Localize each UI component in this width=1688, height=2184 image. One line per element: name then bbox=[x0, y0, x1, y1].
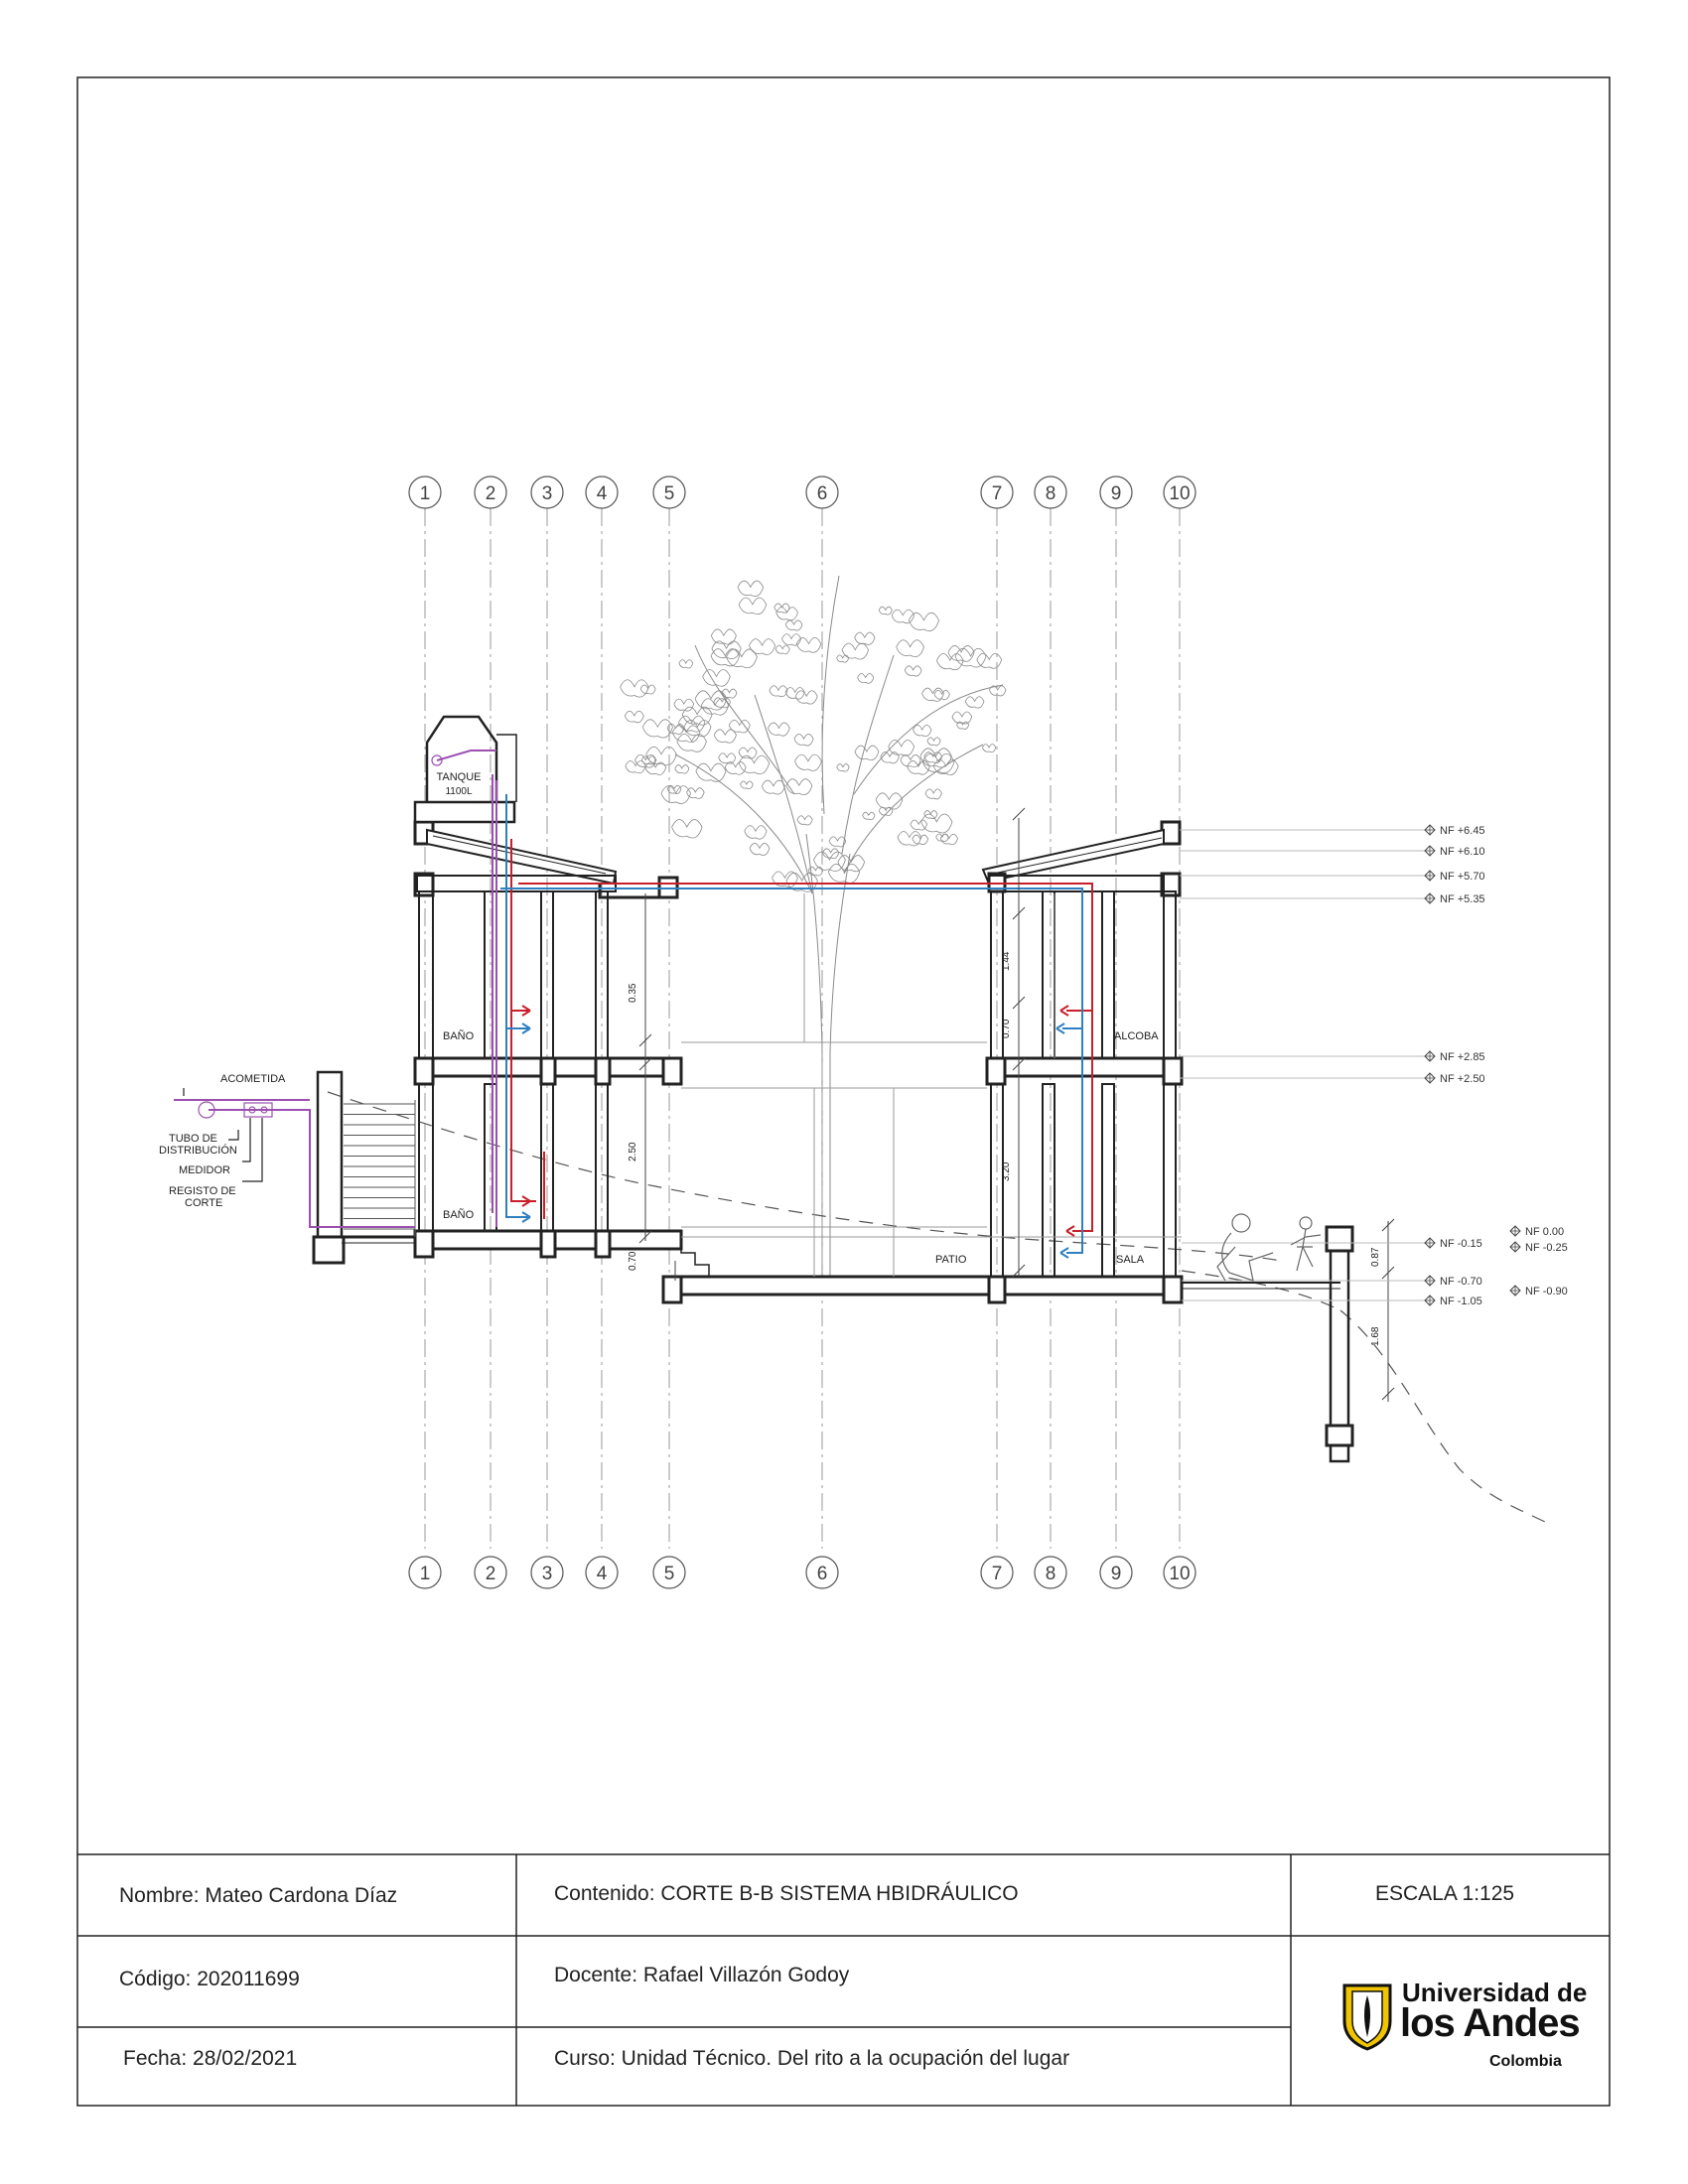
tree-leaf-cluster bbox=[739, 755, 770, 774]
level-marker-cross bbox=[1510, 1242, 1520, 1252]
tree-leaf-cluster bbox=[797, 816, 812, 825]
tree-leaf-cluster bbox=[858, 673, 874, 683]
level-marker-cross bbox=[1425, 846, 1435, 856]
tree-branch bbox=[822, 576, 839, 814]
student-name: Nombre: Mateo Cardona Díaz bbox=[119, 1884, 398, 1907]
tree-leaf-cluster bbox=[897, 640, 924, 657]
dim-2-50: 2.50 bbox=[628, 1142, 638, 1161]
sheet-content: Contenido: CORTE B-B SISTEMA HBIDRÁULICO bbox=[554, 1882, 1019, 1905]
grid-label-top: 3 bbox=[541, 483, 553, 504]
level-marker-cross bbox=[1425, 1238, 1435, 1248]
teacher: Docente: Rafael Villazón Godoy bbox=[554, 1964, 850, 1986]
level-marker-cross bbox=[1425, 871, 1435, 881]
tree-leaf-cluster bbox=[679, 660, 693, 668]
logo-line-1: Universidad de bbox=[1402, 1978, 1588, 2007]
tree-leaf-cluster bbox=[722, 689, 737, 698]
tree-leaf-cluster bbox=[711, 629, 736, 644]
room-bano-upper: BAÑO bbox=[443, 1030, 475, 1042]
tree-leaf-cluster bbox=[829, 837, 846, 847]
logo-line-3: Colombia bbox=[1489, 2053, 1562, 2070]
tree-leaf-cluster bbox=[863, 812, 875, 820]
tank-label: TANQUE bbox=[436, 771, 482, 783]
tree-branch bbox=[844, 745, 983, 874]
level-marker-cross bbox=[1510, 1286, 1520, 1296]
tree-leaf-cluster bbox=[898, 831, 921, 845]
tree-illustration bbox=[621, 576, 1006, 1277]
grid-label-top: 1 bbox=[419, 483, 431, 504]
tree-leaf-cluster bbox=[905, 666, 921, 676]
grid-label-bottom: 1 bbox=[419, 1564, 431, 1584]
grid-label-bottom: 8 bbox=[1045, 1564, 1056, 1584]
tree-leaf-cluster bbox=[785, 688, 804, 700]
grid-label-top: 2 bbox=[485, 483, 496, 504]
label-tubo-2: DISTRIBUCIÓN bbox=[159, 1145, 237, 1157]
shield-icon bbox=[1340, 1981, 1394, 2051]
tree-leaf-cluster bbox=[881, 752, 900, 763]
room-alcoba: ALCOBA bbox=[1114, 1030, 1159, 1042]
tree-branch bbox=[755, 695, 812, 893]
dim-3-20: 3.20 bbox=[1001, 1161, 1012, 1181]
tree-leaf-cluster bbox=[837, 764, 849, 772]
tree-leaf-cluster bbox=[769, 723, 790, 736]
tree-leaf-cluster bbox=[838, 856, 865, 872]
tree-leaf-cluster bbox=[794, 734, 813, 746]
supply-meter bbox=[184, 755, 442, 1181]
tree-leaf-cluster bbox=[667, 724, 684, 734]
structural-grid bbox=[409, 477, 1196, 1588]
level-marker-cross bbox=[1425, 893, 1435, 903]
tree-leaf-cluster bbox=[948, 645, 974, 661]
label-registro-1: REGISTO DE bbox=[169, 1185, 236, 1197]
entrance-stairs bbox=[344, 1100, 415, 1237]
grid-label-bottom: 9 bbox=[1110, 1564, 1122, 1584]
tank-capacity: 1100L bbox=[445, 786, 473, 797]
tree-leaf-cluster bbox=[855, 632, 875, 644]
tree-leaf-cluster bbox=[661, 786, 690, 804]
level-marker-cross bbox=[1425, 1051, 1435, 1061]
level-label: NF +5.35 bbox=[1440, 893, 1485, 905]
level-label: NF 0.00 bbox=[1525, 1226, 1565, 1238]
level-label: NF +6.45 bbox=[1440, 825, 1485, 837]
tree-leaf-cluster bbox=[729, 720, 750, 733]
room-sala: SALA bbox=[1116, 1254, 1145, 1266]
tree-leaf-cluster bbox=[745, 826, 767, 840]
tree-leaf-cluster bbox=[909, 613, 938, 630]
tree-leaf-cluster bbox=[955, 648, 986, 667]
tree-leaf-cluster bbox=[785, 620, 802, 630]
tree-leaf-cluster bbox=[696, 763, 726, 781]
tree-leaf-cluster bbox=[750, 843, 770, 855]
tree-leaf-cluster bbox=[837, 655, 849, 662]
tree-leaf-cluster bbox=[739, 598, 767, 614]
tree-leaf-cluster bbox=[855, 746, 879, 760]
tree-leaf-cluster bbox=[901, 754, 920, 766]
tree-leaf-cluster bbox=[925, 789, 941, 799]
tree-branch bbox=[842, 655, 894, 854]
level-reference-lines bbox=[1180, 830, 1430, 1300]
dim-0-87: 0.87 bbox=[1370, 1247, 1381, 1267]
tree-leaf-cluster bbox=[781, 634, 800, 646]
dim-1-44: 1.44 bbox=[1001, 951, 1012, 971]
level-marker-cross bbox=[1425, 1073, 1435, 1083]
dim-0-70: 0.70 bbox=[1001, 1019, 1012, 1038]
tree-leaf-cluster bbox=[913, 725, 931, 736]
tree-leaf-cluster bbox=[703, 670, 731, 687]
tree-leaf-cluster bbox=[719, 753, 736, 763]
tree-leaf-cluster bbox=[741, 781, 754, 789]
tree-leaf-cluster bbox=[965, 697, 984, 708]
tree-leaf-cluster bbox=[625, 711, 643, 723]
level-label: NF +2.50 bbox=[1440, 1073, 1485, 1085]
grid-label-top: 7 bbox=[991, 483, 1003, 504]
tree-leaf-cluster bbox=[725, 762, 746, 775]
tree-leaf-cluster bbox=[672, 820, 702, 839]
tree-leaf-cluster bbox=[749, 639, 774, 655]
level-label: NF +5.70 bbox=[1440, 871, 1485, 883]
dim-0-70-patio: 0.70 bbox=[628, 1251, 638, 1271]
level-label: NF -0.70 bbox=[1440, 1276, 1482, 1288]
grid-label-bottom: 4 bbox=[596, 1564, 608, 1584]
grid-label-bottom: 5 bbox=[663, 1564, 675, 1584]
grid-label-bottom: 2 bbox=[485, 1564, 496, 1584]
logo-line-2: los Andes bbox=[1400, 2001, 1580, 2045]
tree-leaf-cluster bbox=[774, 604, 789, 613]
tree-leaf-cluster bbox=[794, 754, 821, 770]
tree-trunk bbox=[806, 834, 850, 1277]
tree-leaf-cluster bbox=[714, 730, 736, 743]
level-marker-cross bbox=[1510, 1226, 1520, 1236]
tree-leaf-cluster bbox=[927, 738, 940, 746]
course: Curso: Unidad Técnico. Del rito a la ocupación del lugar bbox=[554, 2047, 1070, 2070]
tree-leaf-cluster bbox=[924, 752, 942, 763]
level-markers bbox=[1425, 825, 1568, 1307]
tree-leaf-cluster bbox=[739, 748, 757, 758]
tree-leaf-cluster bbox=[982, 745, 995, 752]
level-label: NF -0.15 bbox=[1440, 1238, 1482, 1250]
dim-0-35: 0.35 bbox=[628, 983, 638, 1003]
tree-leaf-cluster bbox=[776, 608, 798, 620]
label-registro-2: CORTE bbox=[185, 1197, 223, 1209]
tree-leaf-cluster bbox=[738, 581, 764, 597]
tree-leaf-cluster bbox=[621, 680, 649, 697]
tree-leaf-cluster bbox=[770, 686, 787, 697]
tree-leaf-cluster bbox=[675, 765, 689, 774]
level-marker-cross bbox=[1425, 1296, 1435, 1305]
date: Fecha: 28/02/2021 bbox=[123, 2047, 298, 2070]
label-medidor: MEDIDOR bbox=[179, 1164, 230, 1176]
level-marker-cross bbox=[1425, 1276, 1435, 1286]
room-patio: PATIO bbox=[935, 1254, 967, 1266]
cold-water-lines bbox=[500, 794, 1082, 1253]
tree-leaf-cluster bbox=[813, 852, 845, 871]
sheet-border bbox=[77, 77, 1610, 2106]
dimension-lines bbox=[639, 808, 1394, 1402]
scale: ESCALA 1:125 bbox=[1375, 1882, 1515, 1905]
level-label: NF -0.90 bbox=[1525, 1286, 1568, 1297]
tree-leaf-cluster bbox=[762, 780, 784, 794]
grid-label-top: 4 bbox=[596, 483, 608, 504]
label-tubo-1: TUBO DE bbox=[169, 1133, 217, 1145]
grid-label-top: 6 bbox=[816, 483, 828, 504]
tree-leaf-cluster bbox=[775, 645, 789, 654]
building-structure bbox=[314, 717, 1352, 1461]
level-marker-cross bbox=[1425, 825, 1435, 835]
tree-branch bbox=[675, 754, 812, 893]
grid-label-bottom: 10 bbox=[1169, 1564, 1191, 1584]
label-acometida: ACOMETIDA bbox=[220, 1073, 286, 1085]
tree-leaf-cluster bbox=[642, 720, 672, 738]
tree-leaf-cluster bbox=[773, 872, 798, 887]
people-silhouettes bbox=[1217, 1214, 1321, 1281]
dim-1-68: 1.68 bbox=[1370, 1326, 1381, 1346]
grid-label-bottom: 6 bbox=[816, 1564, 828, 1584]
tree-leaf-cluster bbox=[911, 820, 927, 830]
room-bano-lower: BAÑO bbox=[443, 1209, 475, 1221]
grid-label-top: 10 bbox=[1169, 483, 1191, 504]
level-label: NF -0.25 bbox=[1525, 1242, 1568, 1254]
tree-leaf-cluster bbox=[952, 712, 972, 724]
grid-label-top: 5 bbox=[663, 483, 675, 504]
level-label: NF +2.85 bbox=[1440, 1051, 1485, 1063]
university-logo bbox=[1340, 1978, 1588, 2070]
level-label: NF -1.05 bbox=[1440, 1296, 1482, 1307]
student-code: Código: 202011699 bbox=[119, 1968, 300, 1990]
grid-label-bottom: 3 bbox=[541, 1564, 553, 1584]
tree-leaf-cluster bbox=[674, 699, 694, 711]
tree-leaf-cluster bbox=[879, 607, 892, 614]
tree-leaf-cluster bbox=[842, 643, 869, 659]
level-label: NF +6.10 bbox=[1440, 846, 1485, 858]
tree-leaf-cluster bbox=[795, 691, 817, 704]
grid-label-bottom: 7 bbox=[991, 1564, 1003, 1584]
grid-label-top: 9 bbox=[1110, 483, 1122, 504]
grid-label-top: 8 bbox=[1045, 483, 1056, 504]
